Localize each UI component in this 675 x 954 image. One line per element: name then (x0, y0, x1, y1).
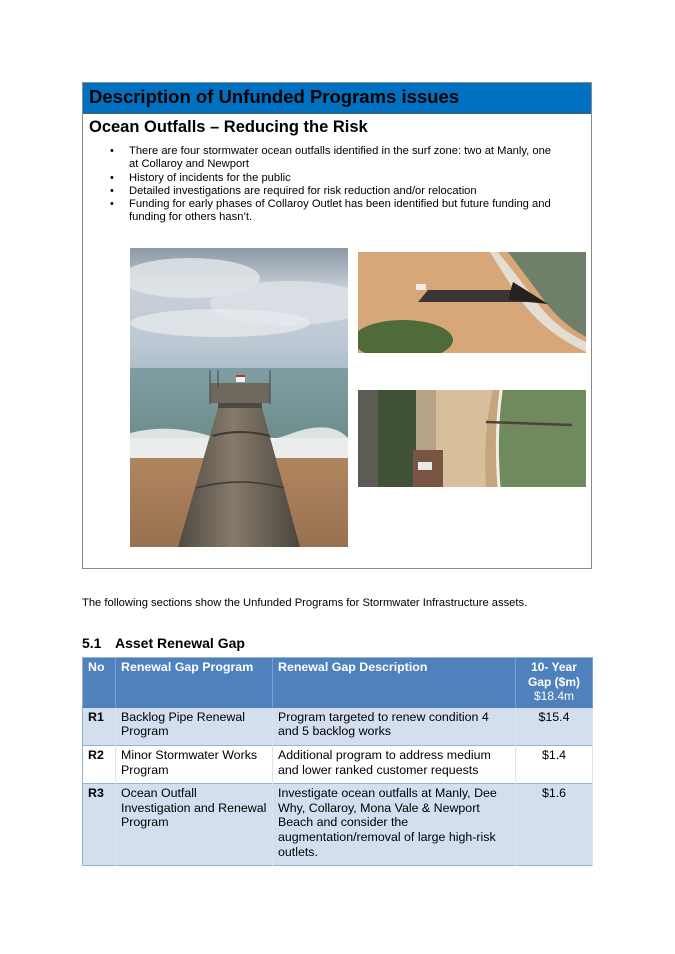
header-program: Renewal Gap Program (116, 658, 273, 708)
issues-list (83, 145, 591, 225)
outfall-pipe-photo (130, 248, 348, 547)
row-program: Minor Stormwater Works Program (116, 745, 273, 783)
row-amount: $1.6 (516, 784, 593, 866)
row-program: Backlog Pipe Renewal Program (116, 707, 273, 745)
section-number: 5.1 (82, 635, 102, 651)
list-item: • There are four stormwater ocean outfalls identified in the surf zone: two at Manly, one at Collaroy and Newport (110, 145, 552, 171)
section-title: Asset Renewal Gap (115, 635, 245, 651)
box-title: Description of Unfunded Programs issues (83, 83, 591, 114)
aerial-outfall-photo-collaroy (358, 252, 586, 353)
list-item: • Detailed investigations are required for risk reduction and/or relocation (110, 184, 477, 197)
row-amount: $15.4 (516, 707, 593, 745)
unfunded-programs-box (82, 82, 592, 569)
row-no: R1 (83, 707, 116, 745)
row-description: Additional program to address medium and lower ranked customer requests (273, 745, 516, 783)
bullet-icon: • (110, 145, 114, 157)
intro-paragraph: The following sections show the Unfunded Programs for Stormwater Infrastructure assets. (82, 597, 528, 609)
bullet-icon: • (110, 171, 114, 184)
table-row (83, 784, 593, 866)
row-description: Program targeted to renew condition 4 and 5 backlog works (273, 707, 516, 745)
header-no: No (83, 658, 116, 708)
row-description: Investigate ocean outfalls at Manly, Dee Why, Collaroy, Mona Vale & Newport Beach and consider the augmentation/removal of large high-risk outlets. (273, 784, 516, 866)
row-no: R2 (83, 745, 116, 783)
header-amount-total: $18.4m (533, 689, 575, 704)
renewal-gap-table (82, 657, 593, 866)
table-row (83, 745, 593, 783)
header-amount (516, 658, 593, 708)
aerial-outfall-photo-newport (358, 390, 586, 487)
box-subtitle: Ocean Outfalls – Reducing the Risk (89, 118, 368, 136)
row-no: R3 (83, 784, 116, 866)
bullet-icon: • (110, 184, 114, 197)
table-row (83, 707, 593, 745)
bullet-icon: • (110, 198, 114, 211)
row-amount: $1.4 (516, 745, 593, 783)
list-item: • Funding for early phases of Collaroy Outlet has been identified but future funding and funding for others hasn’t. (110, 198, 551, 224)
header-amount-line2: Gap ($m) (527, 674, 580, 689)
list-item: • History of incidents for the public (110, 171, 291, 184)
header-amount-line1: 10- Year (531, 660, 577, 674)
section-heading (82, 635, 245, 652)
header-description: Renewal Gap Description (273, 658, 516, 708)
table-header-row (83, 658, 593, 708)
row-program: Ocean Outfall Investigation and Renewal Program (116, 784, 273, 866)
